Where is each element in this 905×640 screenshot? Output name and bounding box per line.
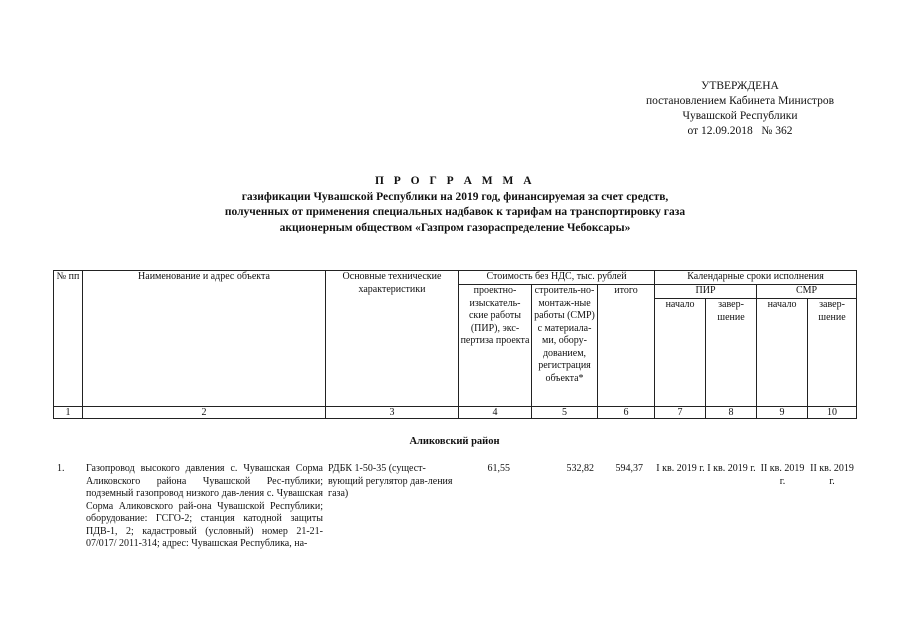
col-number: 9 bbox=[757, 407, 808, 419]
col-number: 4 bbox=[459, 407, 532, 419]
col-header-pir-end: завер-шение bbox=[706, 299, 757, 407]
title-line-3: акционерным обществом «Газпром газораспределение Чебоксары» bbox=[279, 221, 631, 234]
col-header-smr-end: завер-шение bbox=[808, 299, 857, 407]
col-header-num: № пп bbox=[54, 271, 83, 407]
col-header-dates: Календарные сроки исполнения bbox=[655, 271, 857, 285]
col-header-cost-total: итого bbox=[598, 285, 655, 407]
row-cost-pir: 61,55 bbox=[487, 463, 510, 474]
col-number: 8 bbox=[706, 407, 757, 419]
row-smr-start: II кв. 2019 г. bbox=[760, 463, 805, 487]
col-number: 10 bbox=[808, 407, 857, 419]
row-pir-start: I кв. 2019 г. bbox=[656, 463, 705, 474]
col-header-name: Наименование и адрес объекта bbox=[83, 271, 326, 407]
col-header-cost: Стоимость без НДС, тыс. рублей bbox=[459, 271, 655, 285]
col-header-smr: СМР bbox=[757, 285, 857, 299]
row-object-name: Газопровод высокого давления с. Чувашская Сорма Аликовского района Чувашской Рес-публики; подземный газопровод низкого дав-ления с. Чувашская Сорма Аликовского рай-она Чувашской Республики; оборудование: ГСГО-2; станция катодной защиты ПДВ-1, 2; кадастровый (условный) номер 21-21-07/017/ 2011-314; адрес: Чувашская Республика, на- bbox=[86, 463, 323, 549]
col-number: 5 bbox=[532, 407, 598, 419]
col-number: 3 bbox=[326, 407, 459, 419]
approval-republic: Чувашской Республики bbox=[682, 110, 798, 122]
program-table-header bbox=[53, 270, 857, 419]
row-characteristics: РДБК 1-50-35 (сущест-вующий регулятор дав-ления газа) bbox=[328, 463, 453, 499]
document-title bbox=[60, 174, 850, 236]
col-header-cost-smr: строитель-но-монтаж-ные работы (СМР) с материала-ми, обору-дованием, регистрация объекта* bbox=[532, 285, 598, 407]
program-heading: П Р О Г Р А М М А bbox=[374, 175, 536, 187]
approval-stamp bbox=[610, 79, 870, 139]
title-line-1: газификации Чувашской Республики на 2019 год, финансируемая за счет средств, bbox=[241, 190, 669, 203]
col-number: 7 bbox=[655, 407, 706, 419]
col-header-characteristics: Основные технические характеристики bbox=[326, 271, 459, 407]
approval-date-number: от 12.09.2018 № 362 bbox=[687, 125, 793, 137]
col-number: 1 bbox=[54, 407, 83, 419]
col-header-pir-start: начало bbox=[655, 299, 706, 407]
col-header-pir: ПИР bbox=[655, 285, 757, 299]
row-smr-end: II кв. 2019 г. bbox=[810, 463, 854, 487]
approval-decree: постановлением Кабинета Министров bbox=[645, 95, 835, 107]
row-number: 1. bbox=[57, 463, 65, 474]
title-line-2: полученных от применения специальных надбавок к тарифам на транспортировку газа bbox=[224, 206, 686, 218]
col-number: 6 bbox=[598, 407, 655, 419]
row-cost-total: 594,37 bbox=[615, 463, 643, 474]
row-pir-end: I кв. 2019 г. bbox=[707, 463, 756, 474]
col-header-smr-start: начало bbox=[757, 299, 808, 407]
col-header-cost-pir: проектно-изыскатель-ские работы (ПИР), экс-пертиза проекта bbox=[459, 285, 532, 407]
district-heading: Аликовский район bbox=[409, 436, 500, 447]
col-number: 2 bbox=[83, 407, 326, 419]
approval-title: УТВЕРЖДЕНА bbox=[701, 80, 779, 92]
row-cost-smr: 532,82 bbox=[566, 463, 594, 474]
